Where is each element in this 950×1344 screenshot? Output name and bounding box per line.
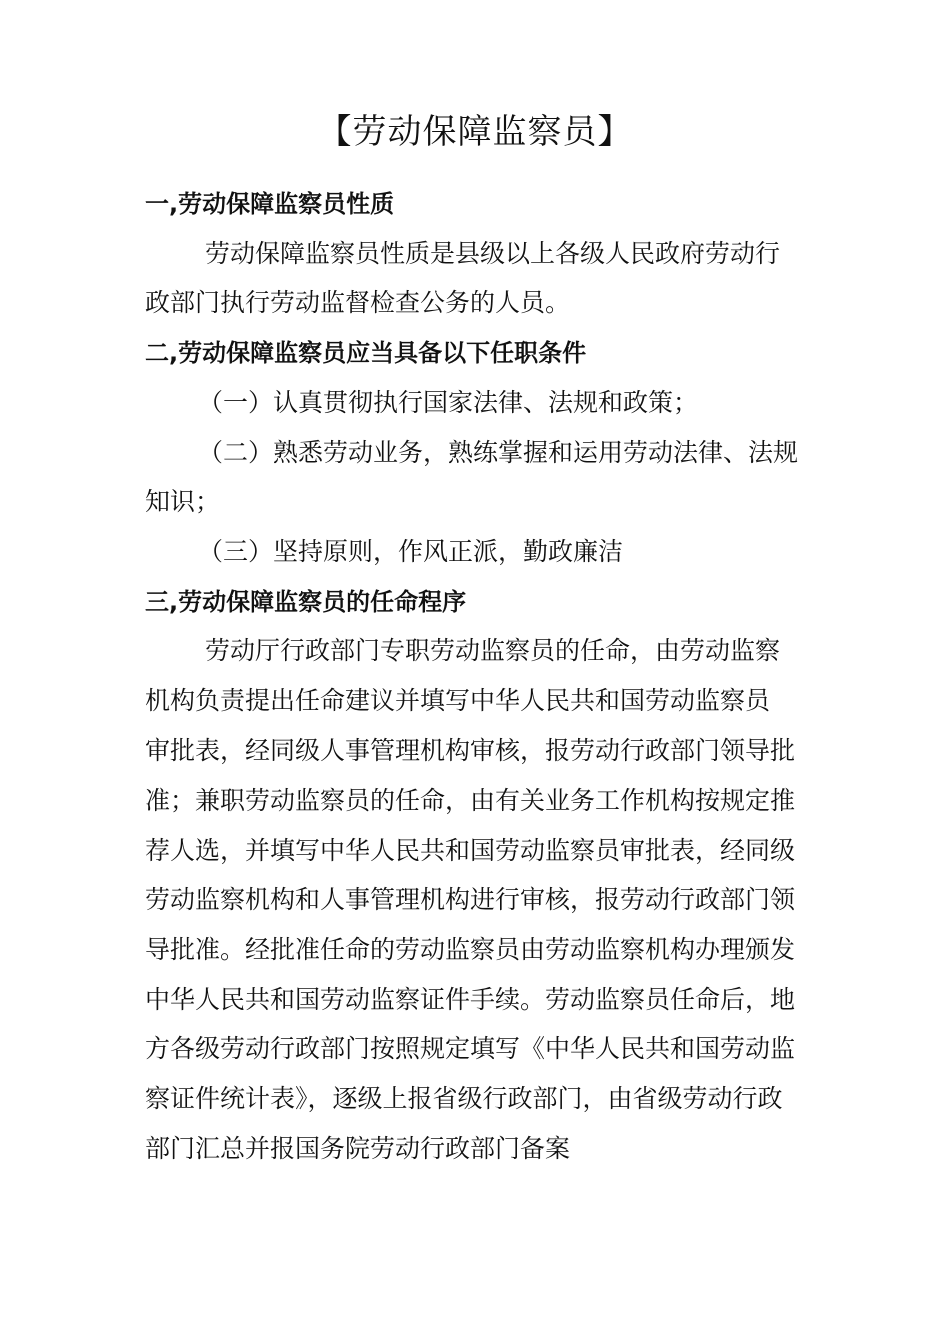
section-3-paragraph-line: 劳动厅行政部门专职劳动监察员的任命，由劳动监察 [205, 636, 781, 665]
condition-item-3: （三）坚持原则，作风正派，勤政廉洁 [198, 537, 624, 566]
document-title: 【劳动保障监察员】 [317, 112, 633, 152]
section-2-heading: 二,劳动保障监察员应当具备以下任职条件 [145, 339, 587, 367]
section-3-paragraph-line: 机构负责提出任命建议并填写中华人民共和国劳动监察员 [145, 686, 771, 715]
section-1-paragraph-line: 政部门执行劳动监督检查公务的人员。 [145, 288, 571, 317]
section-3-paragraph-line: 部门汇总并报国务院劳动行政部门备案 [145, 1134, 571, 1163]
section-1-heading: 一,劳动保障监察员性质 [145, 190, 395, 218]
section-3-paragraph-line: 中华人民共和国劳动监察证件手续。劳动监察员任命后，地 [145, 985, 796, 1014]
section-3-paragraph-line: 导批准。经批准任命的劳动监察员由劳动监察机构办理颁发 [145, 935, 796, 964]
section-1-paragraph-line: 劳动保障监察员性质是县级以上各级人民政府劳动行 [205, 239, 781, 268]
section-3-paragraph-line: 方各级劳动行政部门按照规定填写《中华人民共和国劳动监 [145, 1034, 796, 1063]
section-3-paragraph-line: 审批表，经同级人事管理机构审核，报劳动行政部门领导批 [145, 736, 796, 765]
section-3-paragraph-line: 准；兼职劳动监察员的任命，由有关业务工作机构按规定推 [145, 786, 796, 815]
condition-item-2-continued: 知识； [145, 487, 221, 516]
condition-item-1: （一）认真贯彻执行国家法律、法规和政策； [198, 388, 699, 417]
section-3-paragraph-line: 荐人选，并填写中华人民共和国劳动监察员审批表，经同级 [145, 836, 796, 865]
section-3-paragraph-line: 察证件统计表》，逐级上报省级行政部门，由省级劳动行政 [145, 1084, 783, 1113]
section-3-paragraph-line: 劳动监察机构和人事管理机构进行审核，报劳动行政部门领 [145, 885, 796, 914]
section-3-heading: 三,劳动保障监察员的任命程序 [145, 588, 467, 616]
condition-item-2: （二）熟悉劳动业务，熟练掌握和运用劳动法律、法规 [198, 438, 799, 467]
